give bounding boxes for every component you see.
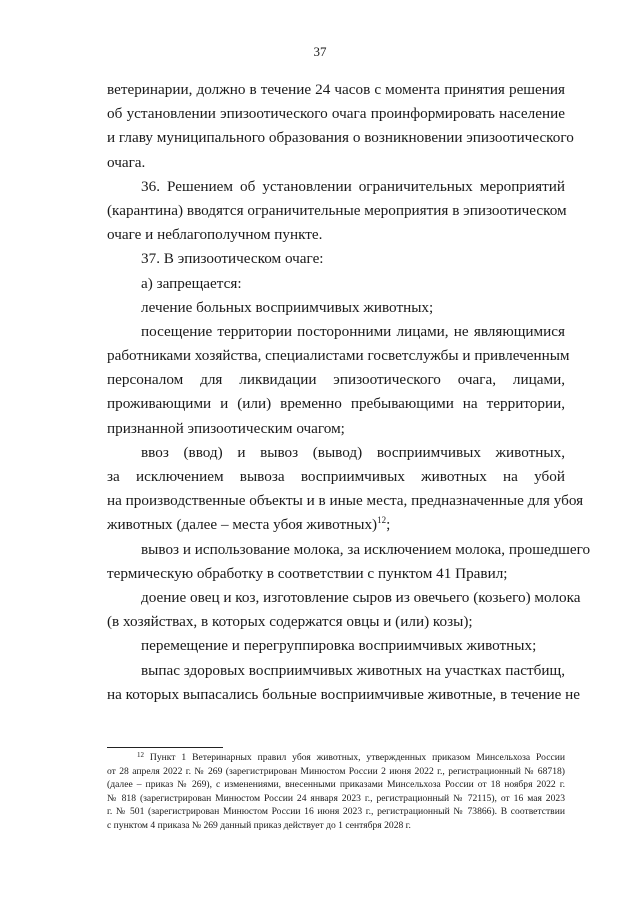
page-number: 37: [313, 44, 327, 59]
footnote-line-text: Пункт 1 Ветеринарных правил убоя животных, утвержденных приказом Минсельхоза России: [149, 752, 565, 763]
body-line: на которых выпасались больные восприимчивые животные, в течение не: [107, 685, 581, 703]
body-line: термическую обработку в соответствии с пунктом 41 Правил;: [107, 564, 508, 582]
body-line: на производственные объекты и в иные места, предназначенные для убоя: [107, 492, 584, 510]
subitem-a-heading: а) запрещается:: [141, 274, 242, 292]
list-item: лечение больных восприимчивых животных;: [141, 298, 434, 316]
body-line: за исключением вывоза восприимчивых животных на убой: [107, 468, 565, 485]
list-item: посещение территории посторонними лицами, не являющимися: [141, 322, 565, 340]
body-line: очаге и неблагополучном пункте.: [107, 226, 323, 244]
footnote-reference[interactable]: 12: [377, 515, 387, 526]
footnote-line: № 818 (зарегистрирован Минюстом России 24 января 2023 г., регистрационный № 72115), от 16 мая 2023: [107, 792, 565, 804]
body-text: [107, 78, 591, 707]
body-line: (карантина) вводятся ограничительные мероприятия в эпизоотическом: [107, 201, 567, 219]
body-line: очага.: [107, 153, 146, 171]
body-line: об установлении эпизоотического очага проинформировать население: [107, 105, 565, 123]
body-line: ветеринарии, должно в течение 24 часов с момента принятия решения: [107, 81, 565, 98]
body-line: персоналом для ликвидации эпизоотического очага, лицами,: [107, 371, 565, 389]
paragraph-37-heading: 37. В эпизоотическом очаге:: [141, 250, 324, 268]
footnote-block: [107, 751, 565, 832]
body-line: признанной эпизоотическим очагом;: [107, 419, 345, 437]
body-line-text: животных (далее – места убоя животных): [107, 516, 378, 534]
footnote-mark: 12: [137, 751, 144, 759]
list-item: доение овец и коз, изготовление сыров из овечьего (козьего) молока: [141, 588, 581, 606]
footnote-ref-suffix: ;: [386, 516, 391, 534]
footnote-line: [107, 751, 565, 765]
footnote-line: от 28 апреля 2022 г. № 269 (зарегистрирован Минюстом России 2 июня 2022 г., регистрационный № 68718): [107, 765, 565, 777]
list-item: ввоз (ввод) и вывоз (вывод) восприимчивых животных,: [141, 443, 565, 461]
footnote-line: (далее – приказ № 269), с изменениями, внесенными приказами Минсельхоза России от 18 ноября 2022 г.: [107, 779, 565, 790]
paragraph-36-line: 36. Решением об установлении ограничительных мероприятий: [141, 177, 565, 195]
list-item: выпас здоровых восприимчивых животных на участках пастбищ,: [141, 661, 566, 679]
list-item: перемещение и перегруппировка восприимчивых животных;: [141, 637, 537, 655]
body-line-with-footnote: [107, 513, 565, 537]
footnote-divider: [107, 747, 223, 748]
body-line: и главу муниципального образования о возникновении эпизоотического: [107, 129, 574, 147]
body-line: проживающими и (или) временно пребывающими на территории,: [107, 395, 565, 413]
body-line: (в хозяйствах, в которых содержатся овцы и (или) козы);: [107, 613, 473, 631]
footnote-line: с пунктом 4 приказа № 269 данный приказ действует до 1 сентября 2028 г.: [107, 819, 411, 831]
body-line: работниками хозяйства, специалистами госветслужбы и привлеченным: [107, 347, 570, 365]
list-item: вывоз и использование молока, за исключением молока, прошедшего: [141, 540, 591, 558]
footnote-line: г. № 501 (зарегистрирован Минюстом России 16 июня 2023 г., регистрационный № 73866). В соответствии: [107, 806, 565, 817]
